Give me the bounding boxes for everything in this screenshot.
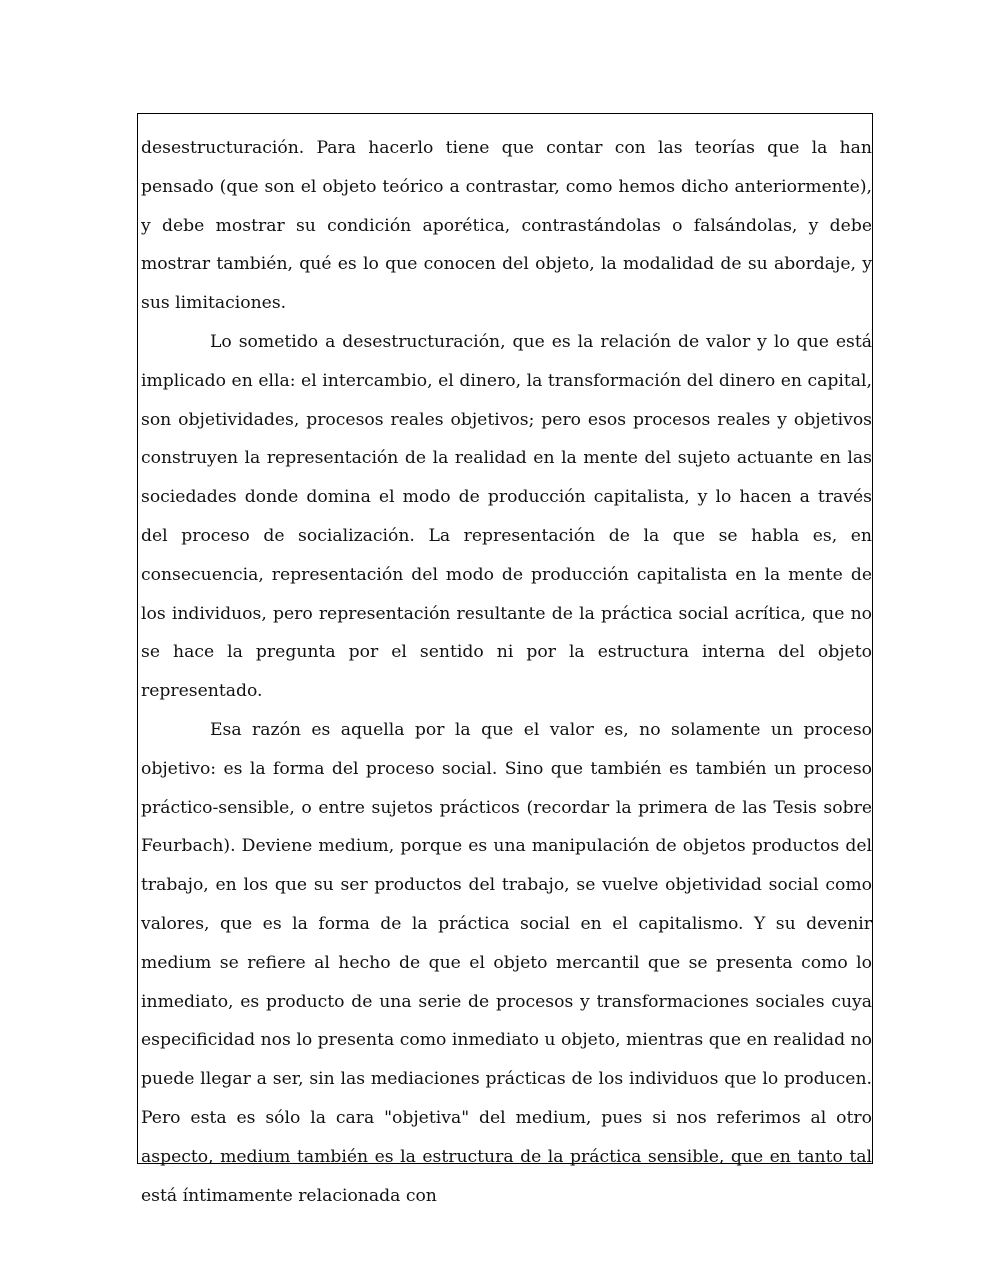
paragraph-3: Esa razón es aquella por la que el valor es, no solamente un proceso objetivo: es la forma del proceso social. Sino que también es también un proceso práctico-sensible, o entre sujetos prácticos (recordar la primera de las Tesis sobre Feurbach). Deviene medium, porque es una manipulación de objetos productos del trabajo, en los que su ser productos del trabajo, se vuelve objetividad social como valores, que es la forma de la práctica social en el capitalismo. Y su devenir medium se refiere al hecho de que el objeto mercantil que se presenta como lo inmediato, es producto de una serie de procesos y transformaciones sociales cuya especificidad nos lo presenta como inmediato u objeto, mientras que en realidad no puede llegar a ser, sin las mediaciones prácticas de los individuos que lo producen. Pero esta es sólo la cara "objetiva" del medium, pues si nos referimos al otro aspecto, medium también es la estructura de la práctica sensible, que en tanto tal está íntimamente relacionada con	[141, 719, 872, 1206]
paragraph-1: desestructuración. Para hacerlo tiene que contar con las teorías que la han pensado (que son el objeto teórico a contrastar, como hemos dicho anteriormente), y debe mostrar su condición aporética, contrastándolas o falsándolas, y debe mostrar también, qué es lo que conocen del objeto, la modalidad de su abordaje, y sus limitaciones.	[141, 138, 872, 314]
page-border-frame	[137, 113, 873, 1206]
document-body	[141, 129, 872, 1215]
paragraph-2: Lo sometido a desestructuración, que es la relación de valor y lo que está implicado en ella: el intercambio, el dinero, la transformación del dinero en capital, son objetividades, procesos reales objetivos; pero esos procesos reales y objetivos construyen la representación de la realidad en la mente del sujeto actuante en las sociedades donde domina el modo de producción capitalista, y lo hacen a través del proceso de socialización. La representación de la que se habla es, en consecuencia, representación del modo de producción capitalista en la mente de los individuos, pero representación resultante de la práctica social acrítica, que no se hace la pregunta por el sentido ni por la estructura interna del objeto representado.	[141, 331, 872, 702]
